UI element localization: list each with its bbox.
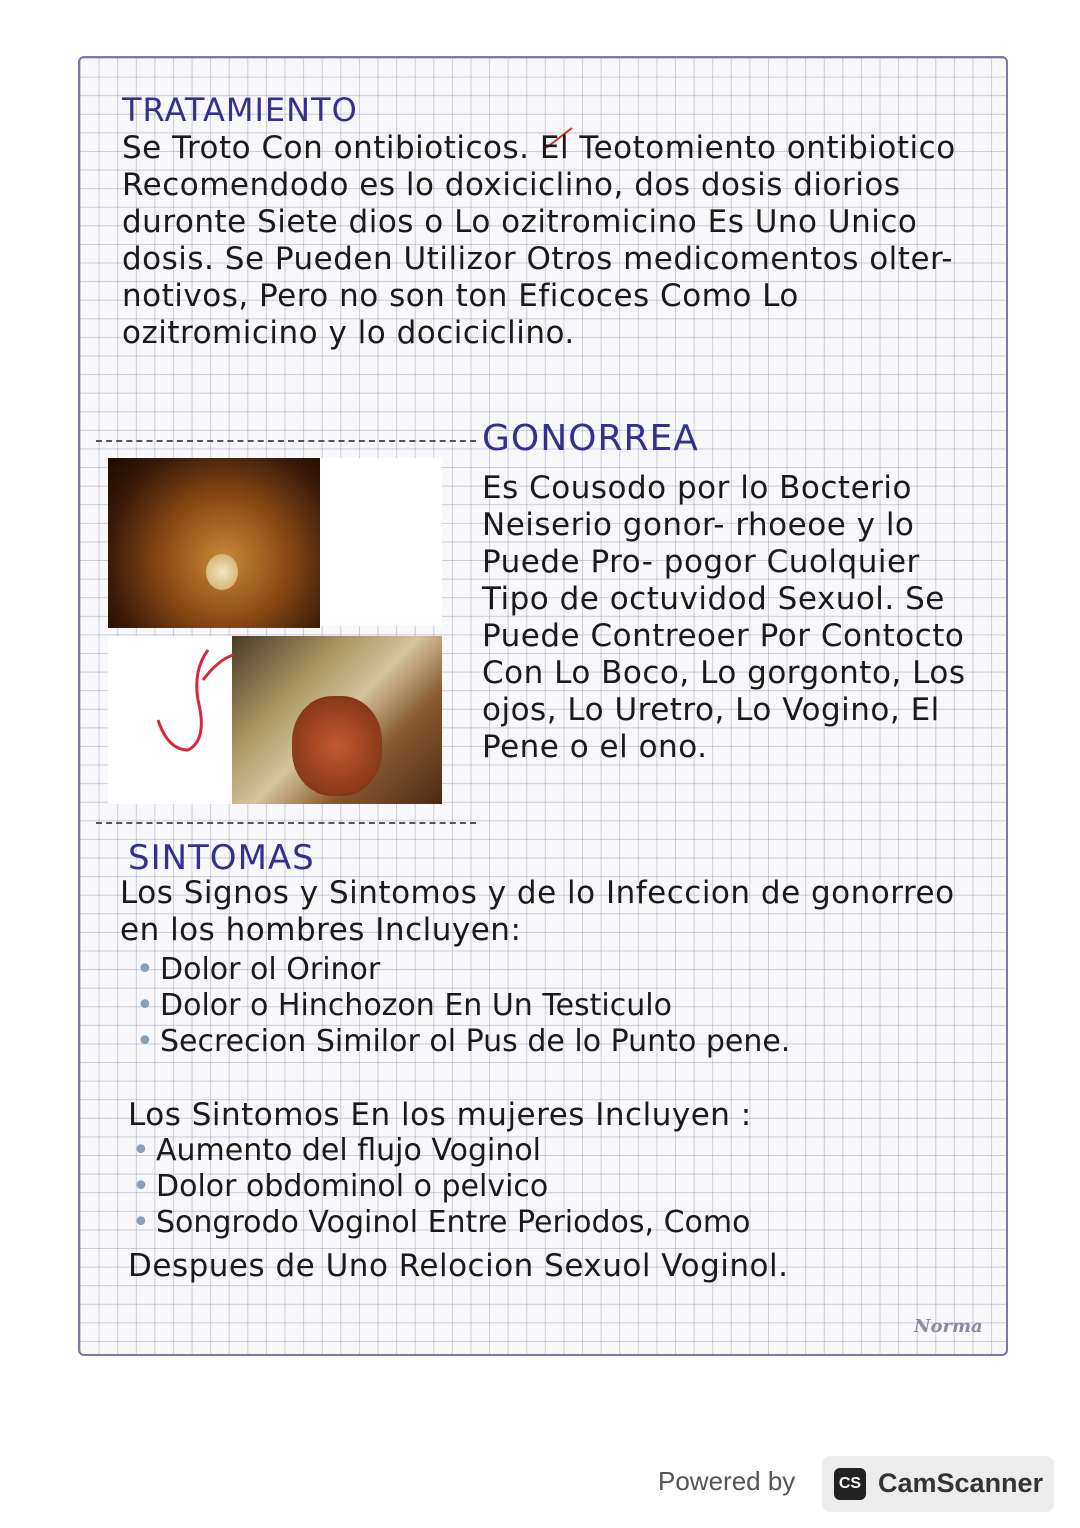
notebook-brand-logo: Norma bbox=[914, 1316, 983, 1337]
list-item: • Dolor ol Orinor bbox=[130, 952, 990, 988]
women-symptoms-list bbox=[126, 1133, 986, 1241]
gonorrea-heading: GONORREA bbox=[482, 418, 699, 459]
tratamiento-heading: TRATAMIENTO bbox=[122, 91, 358, 129]
sintomas-heading: SINTOMAS bbox=[128, 838, 315, 878]
clinical-photo-1 bbox=[108, 458, 320, 628]
list-item: • Songrodo Voginol Entre Periodos, Como bbox=[126, 1205, 986, 1241]
list-item: • Dolor obdominol o pelvico bbox=[126, 1169, 986, 1205]
list-item: • Dolor o Hinchozon En Un Testiculo bbox=[130, 988, 990, 1024]
camscanner-badge bbox=[822, 1456, 1054, 1512]
section-divider-top bbox=[96, 440, 476, 442]
list-item: • Aumento del flujo Voginol bbox=[126, 1133, 986, 1169]
gonorrea-text: Es Cousodo por lo Bocterio Neiserio gonor- rhoeoe y lo Puede Pro- pogor Cuolquier Tipo de octuvidod Sexuol. Se Puede Contreoer Por Contocto Con Lo Boco, Lo gorgonto, Los ojos, Lo Uretro, Lo Vogino, El Pene o el ono. bbox=[482, 470, 966, 765]
clinical-photo-2 bbox=[232, 636, 442, 804]
men-symptoms-intro: Los Signos y Sintomos y de lo Infeccion de gonorreo en los hombres Incluyen: bbox=[120, 875, 955, 948]
powered-by-label: Powered by bbox=[658, 1466, 796, 1496]
section-divider-bottom bbox=[96, 822, 476, 824]
women-symptoms-tail: Despues de Uno Relocion Sexuol Voginol. bbox=[128, 1248, 789, 1284]
photo-white-space bbox=[320, 458, 442, 626]
list-item: • Secrecion Similor ol Pus de lo Punto pene. bbox=[130, 1024, 990, 1060]
camscanner-name: CamScanner bbox=[878, 1468, 1044, 1498]
teacher-check-mark bbox=[148, 640, 238, 760]
men-symptoms-list bbox=[130, 952, 990, 1060]
tratamiento-text: Se Troto Con ontibioticos. El Teotomiento ontibiotico Recomendodo es lo doxiciclino, dos dosis diorios duronte Siete dios o Lo ozitromicino Es Uno Unico dosis. Se Pueden Utilizor Otros medicomentos olter- notivos, Pero no son ton Eficoces Como Lo ozitromicino y lo dociciclino. bbox=[122, 130, 956, 351]
camscanner-icon: CS bbox=[834, 1468, 866, 1500]
women-symptoms-intro: Los Sintomos En los mujeres Incluyen : bbox=[128, 1097, 752, 1133]
